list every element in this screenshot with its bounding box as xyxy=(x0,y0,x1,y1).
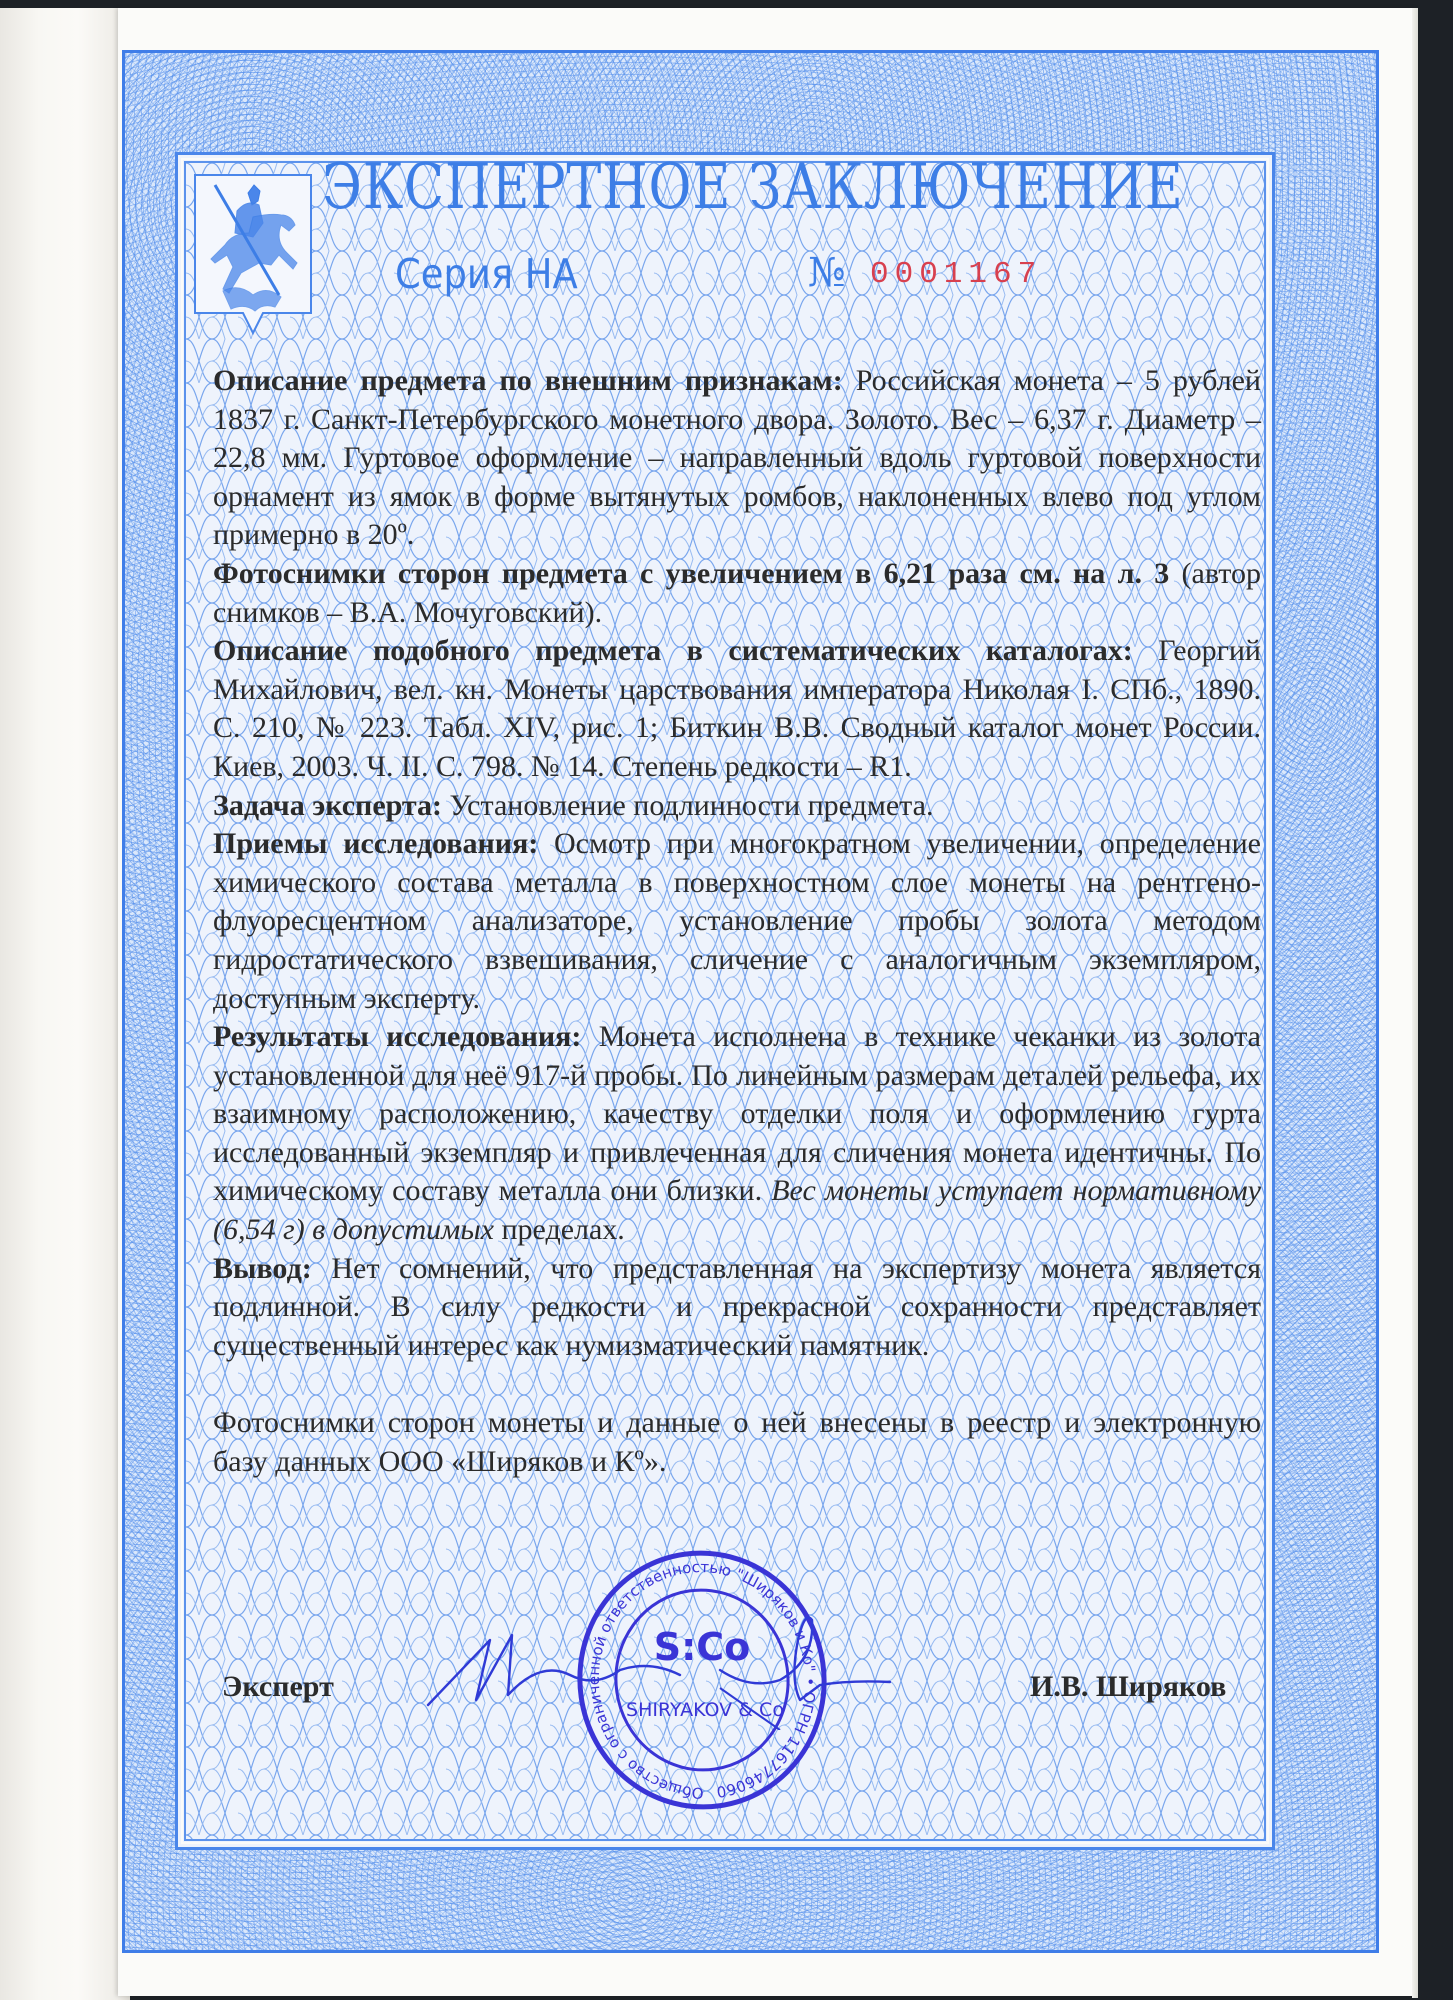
section-label: Описание предмета по внешним признакам: xyxy=(213,364,843,397)
section-description xyxy=(213,362,1261,555)
document-title: ЭКСПЕРТНОЕ ЗАКЛЮЧЕНИЕ xyxy=(322,150,1184,223)
section-text: Российская монета – 5 рублей 1837 г. Санкт-Петербургского монетного двора. Золото. Вес – 6,37 г. Диаметр – 22,8 мм. Гуртовое оформление – направленный вдоль гуртовой поверхности орнамент из ямок в форме вытянутых ромбов, наклоненных влево под углом примерно в 20º. xyxy=(213,364,1261,552)
section-methods xyxy=(213,825,1261,1018)
series-label: Серия НА xyxy=(395,250,578,298)
section-results xyxy=(213,1018,1261,1250)
section-text: Монета исполнена в технике чеканки из золота установленной для неё 917-й пробы. По линейным размерам деталей рельефа, их взаимному расположению, качеству отделки поля и оформлению гурта исследованный экземпляр и привлеченная для сличения монета идентичны. По химическому составу металла они близки. xyxy=(213,1020,1261,1208)
stamp-logo: S:Co xyxy=(653,1625,751,1669)
conclusion-body xyxy=(213,362,1261,1481)
section-conclusion xyxy=(213,1250,1261,1366)
spacer xyxy=(213,1365,1261,1404)
expert-role-label: Эксперт xyxy=(222,1670,334,1703)
serial-number: 0001167 xyxy=(870,257,1043,292)
section-label: Описание подобного предмета в систематических каталогах: xyxy=(213,634,1133,668)
section-text: Георгий Михайлович, вел. кн. Монеты царствования императора Николая I. СПб., 1890. С. 210, № 223. Табл. XIV, рис. 1; Биткин В.В. Сводный каталог монет России. Киев, 2003. Ч. II. С. 798. № 14. Степень редкости – R1. xyxy=(213,634,1261,783)
section-task xyxy=(213,787,1261,826)
section-label: Вывод: xyxy=(213,1251,312,1285)
section-text-italic: Вес монеты уступает нормативному (6,54 г) в допустимых xyxy=(213,1174,1261,1247)
section-label: Приемы исследования: xyxy=(213,827,539,861)
number-sign: № xyxy=(808,250,846,296)
section-label: Фотоснимки сторон предмета с увеличением в 6,21 раза см. на л. 3 xyxy=(213,556,1170,590)
stamp-ring-textpath: Общество с ограниченной ответственностью "Ширяков и Ко" • ОГРН 1167746060622 xyxy=(584,1558,820,1803)
underlying-page-edge xyxy=(0,8,130,2000)
handwritten-signature xyxy=(420,1600,900,1730)
expert-name: И.В. Ширяков xyxy=(1030,1670,1227,1703)
section-catalogs xyxy=(213,632,1261,786)
section-label: Результаты исследования: xyxy=(213,1020,582,1054)
section-text-tail: пределах. xyxy=(493,1213,625,1247)
section-text: Осмотр при многократном увеличении, определение химического состава металла в поверхностном слое монеты на рентгено-флуоресцентном анализаторе, установление пробы золота методом гидростатического взвешивания, сличение с аналогичным экземпляром, доступным эксперту. xyxy=(213,827,1261,1015)
section-text: (автор снимков – В.А. Мочуговский). xyxy=(213,556,1261,629)
section-text: Установление подлинности предмета. xyxy=(442,788,934,822)
section-photos xyxy=(213,555,1261,632)
section-text: Нет сомнений, что представленная на экспертизу монета является подлинной. В силу редкости и прекрасной сохранности представляет существенный интерес как нумизматический памятник. xyxy=(213,1251,1261,1362)
registry-note: Фотоснимки сторон монеты и данные о ней внесены в реестр и электронную базу данных ООО «Ширяков и Кº». xyxy=(213,1406,1261,1478)
section-label: Задача эксперта: xyxy=(213,788,443,822)
page-edge-shadow xyxy=(1412,8,1418,1998)
stamp-company-name: SHIRYAKOV & Co xyxy=(626,1699,784,1721)
moscow-coat-of-arms-icon xyxy=(193,173,313,345)
